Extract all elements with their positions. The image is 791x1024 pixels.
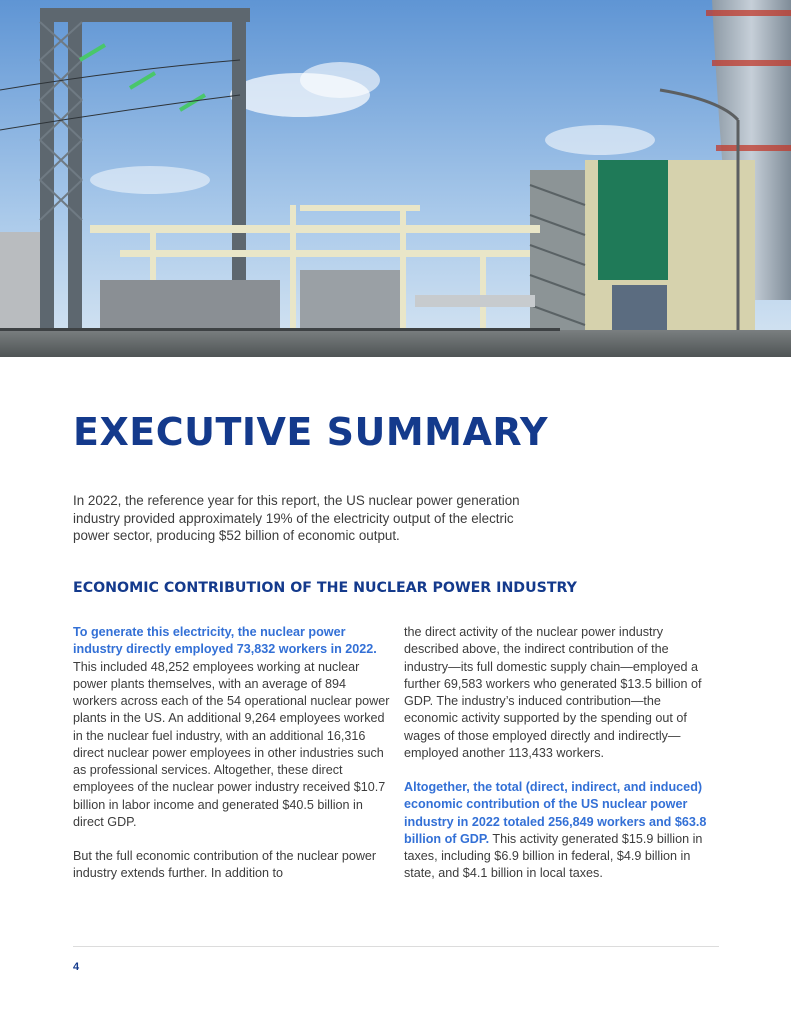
taxes-text: This activity generated $15.9 billion in taxes, including $6.9 billion in federal, $4.9 billion in state, and $4.1 billion in local taxes. <box>404 831 703 881</box>
direct-employment-highlight: To generate this electricity, the nuclear power industry directly employed 73,832 workers in 2022. <box>73 625 377 657</box>
right-column <box>404 624 714 900</box>
page-title: EXECUTIVE SUMMARY <box>73 410 549 454</box>
section-heading: ECONOMIC CONTRIBUTION OF THE NUCLEAR POWER INDUSTRY <box>73 580 577 596</box>
total-contribution-highlight: Altogether, the total (direct, indirect, and induced) economic contribution of the US nuclear power industry in 2022 totaled 256,849 workers and $63.8 billion of GDP. <box>404 780 707 846</box>
right-paragraph-2 <box>404 779 714 883</box>
direct-employment-text: This included 48,252 employees working at nuclear power plants themselves, with an average of 894 workers across each of the 54 operational nuclear power plants in the US. An additional 9,264 employees worked in the nuclear fuel industry, with an additional 16,316 direct nuclear power employees in other industries such as professional services. Altogether, these direct employees of the nuclear power industry received $10.7 billion in labor income and generated $40.5 billion in direct GDP. <box>73 659 390 829</box>
footer-divider <box>73 946 719 947</box>
left-column <box>73 624 391 900</box>
page-number: 4 <box>73 961 80 973</box>
left-paragraph-2: But the full economic contribution of the nuclear power industry extends further. In addition to <box>73 849 377 881</box>
intro-paragraph: In 2022, the reference year for this report, the US nuclear power generation industry provided approximately 19% of the electricity output of the electric power sector, producing $52 billion of economic output. <box>73 493 520 544</box>
left-paragraph-1 <box>73 624 391 831</box>
hero-photo <box>0 0 791 357</box>
right-paragraph-1: the direct activity of the nuclear power industry described above, the indirect contribution of the industry—its full domestic supply chain—employed a further 69,583 workers who generated $13.5 billion of GDP. The industry’s induced contribution—the economic activity supported by the spending out of wages of those employed directly and indirectly—employed another 113,433 workers. <box>404 625 702 760</box>
substation-photo-icon <box>0 0 791 357</box>
